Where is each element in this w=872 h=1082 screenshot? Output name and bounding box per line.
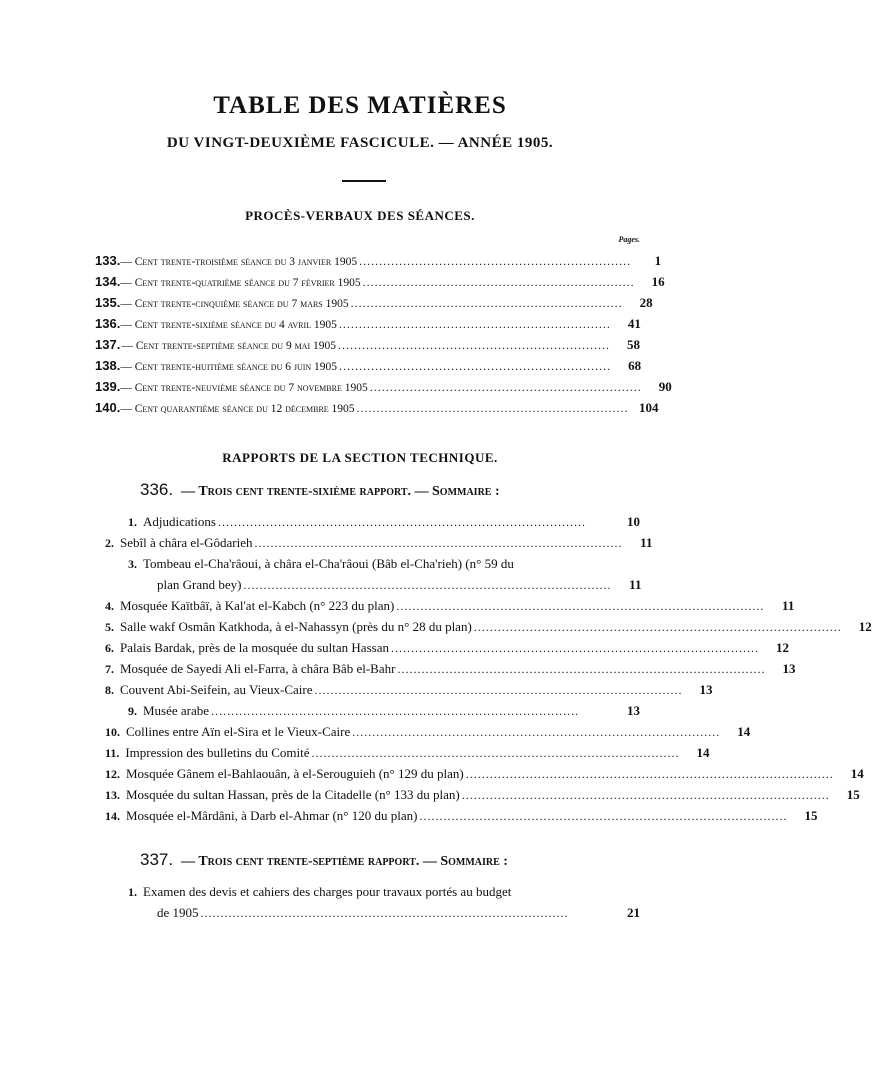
item-page: 10 bbox=[627, 514, 640, 529]
entry-number: 134. bbox=[95, 274, 121, 289]
leader-dots: .................................................................... bbox=[356, 401, 629, 415]
leader-dots: ............................................................................................ bbox=[211, 704, 580, 718]
item-text: Sebîl à châra el-Gôdarieh bbox=[120, 535, 253, 550]
toc-item bbox=[105, 535, 653, 551]
entry-text: — Cent trente-quatrième séance du 7 février 1905 bbox=[120, 277, 361, 289]
report-number: 337. bbox=[140, 850, 174, 869]
report-336-heading bbox=[140, 480, 500, 500]
entry-text: — Cent trente-huitième séance du 6 juin 1905 bbox=[120, 361, 338, 373]
toc-item bbox=[105, 884, 640, 900]
item-number: 14. bbox=[105, 809, 120, 823]
entry-text: — Cent trente-sixième séance du 4 avril 1905 bbox=[120, 319, 337, 331]
toc-entry bbox=[95, 400, 659, 416]
item-page: 15 bbox=[846, 787, 860, 802]
entry-page: 28 bbox=[639, 295, 653, 310]
item-page: 14 bbox=[850, 766, 864, 781]
item-page: 13 bbox=[782, 661, 796, 676]
item-number: 5. bbox=[105, 620, 114, 634]
leader-dots: ............................................................................................ bbox=[461, 788, 830, 802]
toc-item bbox=[105, 787, 860, 803]
leader-dots: ............................................................................................ bbox=[390, 641, 759, 655]
item-page: 21 bbox=[627, 905, 640, 920]
leader-dots: .................................................................... bbox=[369, 380, 642, 394]
leader-dots: .................................................................... bbox=[339, 359, 612, 373]
leader-dots: ............................................................................................ bbox=[314, 683, 683, 697]
item-number: 8. bbox=[105, 683, 114, 697]
separator-rule bbox=[342, 180, 386, 182]
item-text: Mosquée du sultan Hassan, près de la Citadelle (n° 133 du plan) bbox=[126, 787, 460, 802]
entry-text: — Cent quarantième séance du 12 décembre 1905 bbox=[120, 403, 355, 415]
toc-entry bbox=[95, 295, 653, 311]
toc-entry bbox=[95, 316, 640, 332]
entry-page: 16 bbox=[651, 274, 665, 289]
item-number: 1. bbox=[128, 885, 137, 899]
proces-verbaux-heading: PROCÈS-VERBAUX DES SÉANCES. bbox=[245, 208, 475, 223]
rapports-heading: RAPPORTS DE LA SECTION TECHNIQUE. bbox=[222, 450, 498, 465]
leader-dots: ............................................................................................ bbox=[311, 746, 680, 760]
item-text: Mosquée de Sayedi Ali el-Farra, à châra Bâb el-Bahr bbox=[120, 661, 396, 676]
item-text: Palais Bardak, près de la mosquée du sultan Hassan bbox=[120, 640, 389, 655]
entry-text: — Cent trente-cinquième séance du 7 mars 1905 bbox=[120, 298, 349, 310]
toc-item bbox=[105, 514, 640, 530]
entry-number: 136. bbox=[95, 316, 121, 331]
toc-item-continuation bbox=[157, 577, 640, 593]
toc-item bbox=[105, 556, 640, 572]
entry-page: 58 bbox=[627, 337, 640, 352]
item-number: 6. bbox=[105, 641, 114, 655]
toc-item bbox=[105, 682, 713, 698]
item-text: Tombeau el-Cha'râoui, à châra el-Cha'râoui (Bâb el-Cha'rieh) (n° 59 du bbox=[143, 556, 514, 571]
toc-entry bbox=[95, 337, 640, 353]
item-text: Mosquée el-Mârdâni, à Darb el-Ahmar (n° 120 du plan) bbox=[126, 808, 418, 823]
item-number: 13. bbox=[105, 788, 120, 802]
report-337-heading bbox=[140, 850, 508, 870]
leader-dots: .................................................................... bbox=[338, 338, 610, 352]
entry-text: — Cent trente-septième séance du 9 mai 1905 bbox=[121, 340, 336, 352]
toc-item bbox=[105, 619, 872, 635]
page-title: TABLE DES MATIÈRES bbox=[213, 92, 507, 119]
entry-page: 41 bbox=[627, 316, 641, 331]
item-number: 12. bbox=[105, 767, 120, 781]
leader-dots: ............................................................................................ bbox=[243, 578, 612, 592]
leader-dots: .................................................................... bbox=[338, 317, 611, 331]
entry-page: 90 bbox=[658, 379, 672, 394]
leader-dots: ............................................................................................ bbox=[473, 620, 842, 634]
report-title: — Trois cent trente-sixième rapport. — Sommaire : bbox=[181, 484, 500, 499]
toc-item bbox=[105, 703, 640, 719]
item-number: 11. bbox=[105, 746, 120, 760]
item-page: 11 bbox=[640, 535, 653, 550]
item-page: 11 bbox=[629, 577, 642, 592]
leader-dots: ............................................................................................ bbox=[217, 515, 586, 529]
item-text: Musée arabe bbox=[143, 703, 210, 718]
item-text: Impression des bulletins du Comité bbox=[125, 745, 310, 760]
entry-number: 140. bbox=[95, 400, 121, 415]
entry-number: 139. bbox=[95, 379, 121, 394]
item-text: Mosquée Kaïtbâï, à Kal'at el-Kabch (n° 223 du plan) bbox=[120, 598, 395, 613]
item-number: 3. bbox=[128, 557, 137, 571]
toc-item bbox=[105, 808, 818, 824]
item-page: 12 bbox=[775, 640, 789, 655]
item-text: Adjudications bbox=[143, 514, 216, 529]
leader-dots: .................................................................... bbox=[359, 254, 632, 268]
entry-page: 68 bbox=[628, 358, 642, 373]
entry-text: — Cent trente-neuvième séance du 7 novembre 1905 bbox=[120, 382, 368, 394]
entry-page: 1 bbox=[654, 253, 662, 268]
toc-item bbox=[105, 661, 796, 677]
toc-item bbox=[105, 766, 864, 782]
toc-entry bbox=[95, 274, 665, 290]
toc-entry bbox=[95, 358, 640, 374]
leader-dots: ............................................................................................ bbox=[397, 662, 766, 676]
entry-page: 104 bbox=[639, 400, 659, 415]
leader-dots: ............................................................................................ bbox=[396, 599, 765, 613]
item-text: Collines entre Aïn el-Sira et le Vieux-Caire bbox=[126, 724, 351, 739]
toc-item bbox=[105, 745, 710, 761]
toc-entry bbox=[95, 253, 662, 269]
item-number: 4. bbox=[105, 599, 114, 613]
item-text: Salle wakf Osmân Katkhoda, à el-Nahassyn (près du n° 28 du plan) bbox=[120, 619, 472, 634]
item-page: 14 bbox=[737, 724, 751, 739]
item-number: 7. bbox=[105, 662, 114, 676]
item-number: 1. bbox=[128, 515, 137, 529]
report-number: 336. bbox=[140, 480, 174, 499]
toc-item bbox=[105, 724, 751, 740]
leader-dots: .................................................................... bbox=[350, 296, 623, 310]
toc-entry bbox=[95, 379, 672, 395]
item-number: 10. bbox=[105, 725, 120, 739]
item-text: Couvent Abi-Seifein, au Vieux-Caire bbox=[120, 682, 313, 697]
leader-dots: ............................................................................................ bbox=[419, 809, 788, 823]
item-page: 12 bbox=[858, 619, 872, 634]
leader-dots: .................................................................... bbox=[362, 275, 635, 289]
page-subtitle: DU VINGT-DEUXIÈME FASCICULE. — ANNÉE 1905. bbox=[166, 135, 554, 151]
pages-label: Pages. bbox=[618, 235, 640, 244]
leader-dots: ............................................................................................ bbox=[254, 536, 623, 550]
item-text-continued: de 1905 bbox=[157, 905, 199, 920]
item-text-continued: plan Grand bey) bbox=[157, 577, 242, 592]
item-page: 14 bbox=[696, 745, 710, 760]
item-text: Examen des devis et cahiers des charges pour travaux portés au budget bbox=[143, 884, 512, 899]
item-page: 13 bbox=[699, 682, 713, 697]
entry-text: — Cent trente-troisième séance du 3 janvier 1905 bbox=[120, 256, 358, 268]
entry-number: 133. bbox=[95, 253, 121, 268]
leader-dots: ............................................................................................ bbox=[352, 725, 721, 739]
item-page: 13 bbox=[627, 703, 640, 718]
item-page: 11 bbox=[782, 598, 795, 613]
entry-number: 135. bbox=[95, 295, 121, 310]
toc-item-continuation bbox=[157, 905, 640, 921]
entry-number: 137. bbox=[95, 337, 121, 352]
report-title: — Trois cent trente-septième rapport. — Sommaire : bbox=[181, 854, 508, 869]
toc-item bbox=[105, 598, 795, 614]
toc-item bbox=[105, 640, 789, 656]
leader-dots: ............................................................................................ bbox=[465, 767, 834, 781]
entry-number: 138. bbox=[95, 358, 121, 373]
item-number: 9. bbox=[128, 704, 137, 718]
item-number: 2. bbox=[105, 536, 114, 550]
item-page: 15 bbox=[804, 808, 818, 823]
leader-dots: ............................................................................................ bbox=[200, 906, 569, 920]
item-text: Mosquée Gânem el-Bahlaouân, à el-Serouguieh (n° 129 du plan) bbox=[126, 766, 464, 781]
